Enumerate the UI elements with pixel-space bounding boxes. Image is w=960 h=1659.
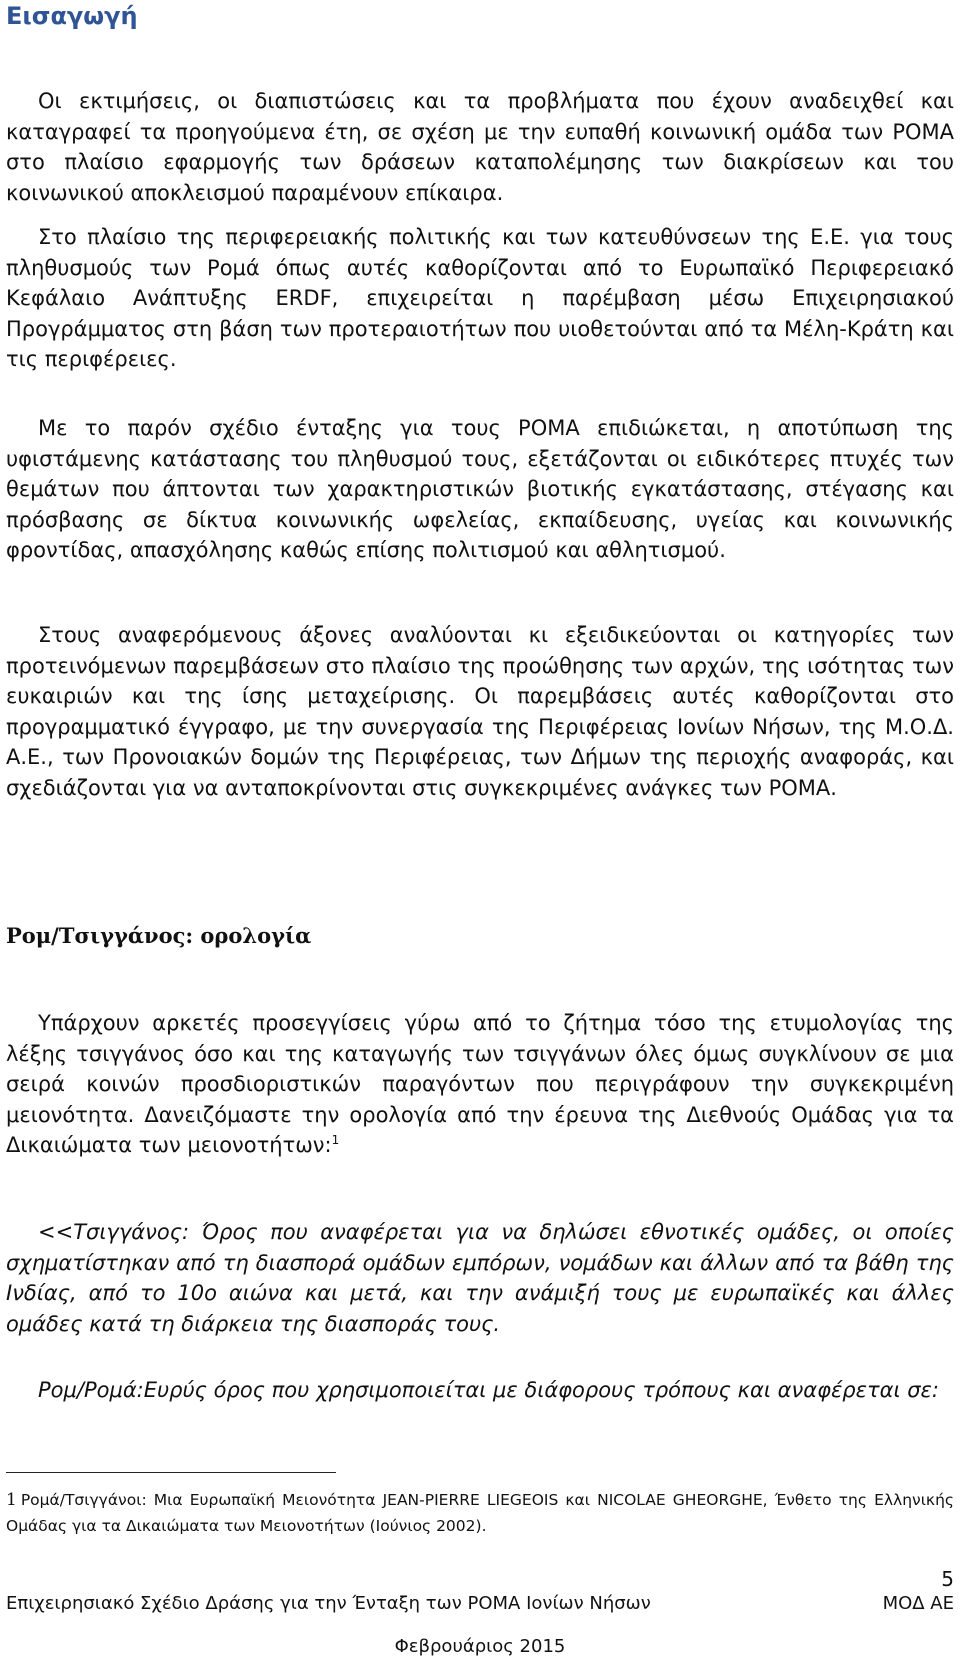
- intro-paragraph-2: Στο πλαίσιο της περιφερειακής πολιτικής και των κατευθύνσεων της Ε.Ε. για τους πληθυσμούς των Ρομά όπως αυτές καθορίζονται από το Ευρωπαϊκό Περιφερειακό Κεφάλαιο Ανάπτυξης ERDF, επιχειρείται η παρέμβαση μέσω Επιχειρησιακού Προγράμματος στη βάση των προτεραιοτήτων που υιοθετούνται από τα Μέλη-Κράτη και τις περιφέρειες.: [6, 225, 954, 371]
- footnote-reference[interactable]: 1: [331, 1133, 340, 1147]
- footnote: [6, 1487, 954, 1539]
- intro-paragraph-1: Οι εκτιμήσεις, οι διαπιστώσεις και τα προβλήματα που έχουν αναδειχθεί και καταγραφεί τα προηγούμενα έτη, σε σχέση με την ευπαθή κοινωνική ομάδα των ΡΟΜΑ στο πλαίσιο εφαρμογής των δράσεων καταπολέμησης των διακρίσεων και του κοινωνικού αποκλεισμού παραμένουν επίκαιρα.: [6, 89, 954, 205]
- footnote-text: Ρομά/Τσιγγάνοι: Μια Ευρωπαϊκή Μειονότητα JEAN-PIERRE LIEGEOIS και NICOLAE GHEORGHE, Ένθετο της Ελληνικής Ομάδας για τα Δικαιώματα των Μειονοτήτων (Ιούνιος 2002).: [6, 1491, 954, 1535]
- roma-paragraph-1: [6, 1008, 954, 1161]
- quote-tsiganos-definition: <<Τσιγγάνος: Όρος που αναφέρεται για να δηλώσει εθνοτικές ομάδες, οι οποίες σχηματίστηκαν από τη διασπορά ομάδων εμπόρων, νομάδων και άλλων από τα βάθη της Ινδίας, από το 10ο αιώνα και μετά, και την ανάμιξή τους με ευρωπαϊκές και άλλες ομάδες κατά τη διάρκεια της διασποράς τους.: [6, 1220, 954, 1336]
- section-heading-introduction: Εισαγωγή: [6, 2, 138, 30]
- roma-paragraph-1-text: Υπάρχουν αρκετές προσεγγίσεις γύρω από το ζήτημα τόσο της ετυμολογίας της λέξης τσιγγάνος όσο και της καταγωγής των τσιγγάνων όλες όμως συγκλίνουν σε μια σειρά κοινών προσδιοριστικών παραγόντων που περιγράφουν την συγκεκριμένη μειονότητα. Δανειζόμαστε την ορολογία από την έρευνα της Διεθνούς Ομάδας για τα Δικαιώματα των μειονοτήτων:: [6, 1011, 954, 1157]
- quote-rom-definition: Ρομ/Ρομά:Ευρύς όρος που χρησιμοποιείται με διάφορους τρόπους και αναφέρεται σε:: [38, 1378, 939, 1402]
- footer-document-title: Επιχειρησιακό Σχέδιο Δράσης για την Ένταξη των ΡΟΜΑ Ιονίων Νήσων: [6, 1593, 651, 1614]
- footer-organization: ΜΟΔ ΑΕ: [882, 1593, 954, 1614]
- footnote-separator: [6, 1472, 336, 1473]
- intro-paragraph-4: Στους αναφερόμενους άξονες αναλύονται κι εξειδικεύονται οι κατηγορίες των προτεινόμενων παρεμβάσεων στο πλαίσιο της προώθησης των αρχών, της ισότητας των ευκαιριών και της ίσης μεταχείρισης. Οι παρεμβάσεις αυτές καθορίζονται στο προγραμματικό έγγραφο, με την συνεργασία της Περιφέρειας Ιονίων Νήσων, της Μ.Ο.Δ. Α.Ε., των Προνοιακών δομών της Περιφέρειας, των Δήμων της περιοχής αναφοράς, και σχεδιάζονται για να ανταποκρίνονται στις συγκεκριμένες ανάγκες των ΡΟΜΑ.: [6, 623, 954, 800]
- intro-paragraph-3: Με το παρόν σχέδιο ένταξης για τους ΡΟΜΑ επιδιώκεται, η αποτύπωση της υφιστάμενης κατάστασης του πληθυσμού τους, εξετάζονται οι ειδικότερες πτυχές των θεμάτων που άπτονται των χαρακτηριστικών βιοτικής εγκατάστασης, στέγασης και πρόσβασης σε δίκτυα κοινωνικής ωφελείας, εκπαίδευσης, υγείας και κοινωνικής φροντίδας, απασχόλησης καθώς επίσης πολιτισμού και αθλητισμού.: [6, 416, 954, 562]
- section-heading-roma-terminology: Ρομ/Τσιγγάνος: ορολογία: [6, 923, 312, 948]
- page-number: 5: [941, 1567, 954, 1591]
- footnote-number: 1: [6, 1490, 17, 1510]
- footer-date: Φεβρουάριος 2015: [394, 1636, 566, 1657]
